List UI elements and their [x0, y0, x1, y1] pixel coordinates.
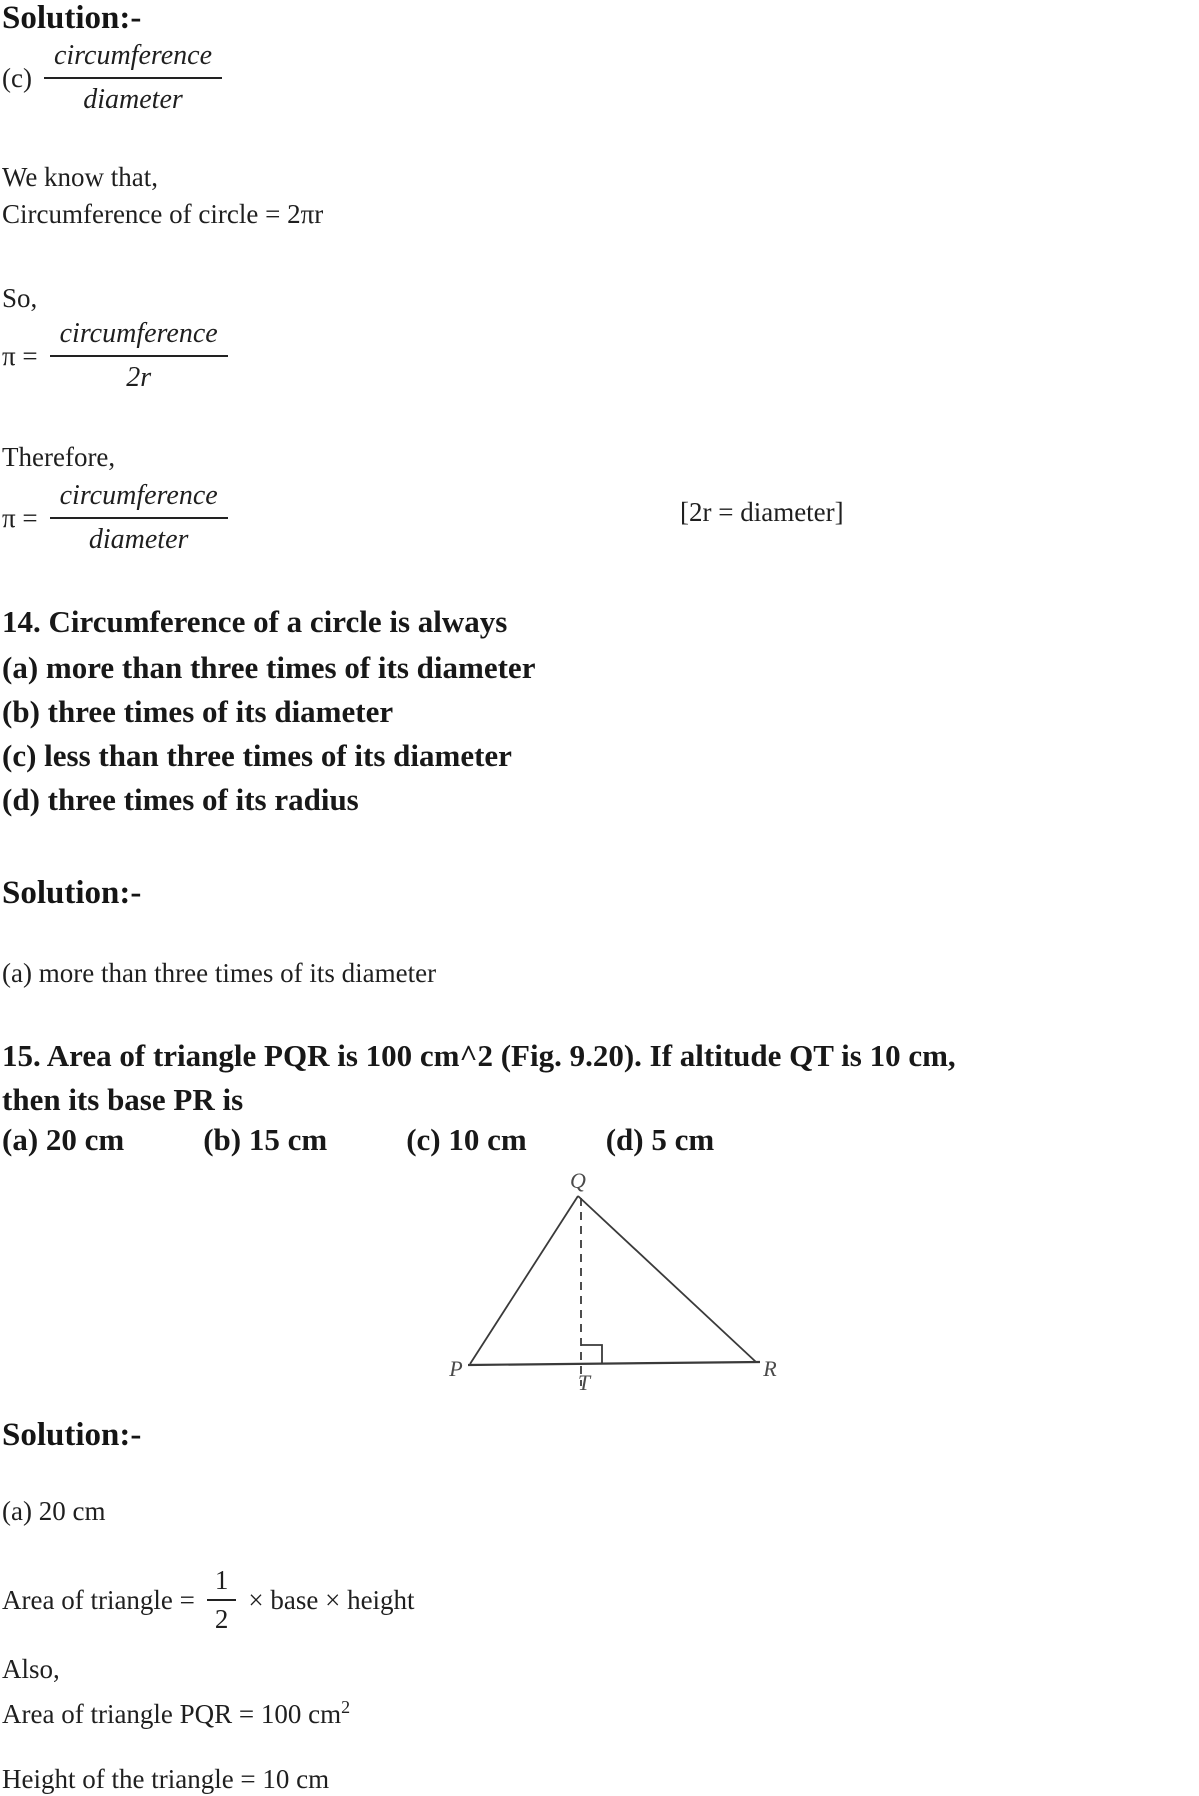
- fraction-one-half: [207, 1565, 237, 1635]
- side-pq: [470, 1196, 578, 1364]
- question-14-option-c: (c) less than three times of its diameter: [2, 738, 512, 773]
- fraction-numerator: circumference: [50, 478, 228, 519]
- therefore-text: Therefore,: [2, 442, 116, 472]
- triangle-figure: [430, 1160, 810, 1395]
- question-14-options: [2, 646, 535, 822]
- area-pqr-superscript: 2: [341, 1697, 351, 1717]
- solution-14-answer: (a) more than three times of its diameter: [2, 958, 437, 988]
- question-15-title-line2: then its base PR is: [2, 1082, 244, 1117]
- solution-15-answer: (a) 20 cm: [2, 1496, 106, 1526]
- fraction-circumference-diameter: [50, 478, 228, 558]
- vertex-label-q: Q: [570, 1168, 586, 1193]
- question-15-option-b: (b) 15 cm: [203, 1122, 328, 1157]
- area-pqr-text: Area of triangle PQR = 100 cm: [2, 1699, 342, 1729]
- area-formula-prefix: Area of triangle =: [2, 1584, 195, 1615]
- fraction-denominator: diameter: [88, 524, 189, 555]
- question-14-option-b: (b) three times of its diameter: [2, 694, 394, 729]
- question-15-title-line1: 15. Area of triangle PQR is 100 cm^2 (Fig. 9.20). If altitude QT is 10 cm,: [2, 1038, 956, 1073]
- fraction-numerator: 1: [207, 1565, 237, 1601]
- vertex-label-p: P: [449, 1356, 463, 1381]
- question-15-option-a: (a) 20 cm: [2, 1122, 125, 1157]
- question-15-option-d: (d) 5 cm: [605, 1122, 715, 1157]
- side-qr: [578, 1196, 756, 1362]
- question-14-option-a: (a) more than three times of its diameter: [2, 650, 536, 685]
- foot-label-t: T: [577, 1370, 591, 1395]
- area-formula-suffix: × base × height: [248, 1584, 415, 1615]
- pi-equals-label: π =: [2, 340, 38, 371]
- question-14-option-d: (d) three times of its radius: [2, 782, 359, 817]
- vertex-label-r: R: [763, 1356, 777, 1381]
- solution-14-heading: Solution:-: [2, 875, 142, 911]
- we-know-text: We know that,: [2, 162, 159, 192]
- fraction-denominator: 2: [214, 1604, 229, 1634]
- right-angle-mark: [581, 1345, 602, 1363]
- height-line: Height of the triangle = 10 cm: [2, 1764, 330, 1794]
- solution-13-heading: Solution:-: [2, 0, 142, 36]
- pi-equals-circ-2r: [2, 316, 228, 396]
- so-text: So,: [2, 283, 38, 313]
- also-text: Also,: [2, 1654, 60, 1684]
- fraction-denominator: diameter: [83, 84, 183, 115]
- answer-c-formula: [2, 38, 222, 118]
- fraction-numerator: circumference: [44, 38, 222, 79]
- question-14-title: 14. Circumference of a circle is always: [2, 604, 508, 639]
- question-15-option-c: (c) 10 cm: [406, 1122, 527, 1157]
- circumference-formula-text: Circumference of circle = 2πr: [2, 199, 324, 229]
- solution-15-heading: Solution:-: [2, 1417, 142, 1453]
- area-pqr-line: [2, 1690, 350, 1731]
- fraction-denominator: 2r: [126, 362, 152, 393]
- answer-c-label: (c): [2, 63, 32, 93]
- question-15-options: [2, 1122, 714, 1158]
- area-formula-row: [2, 1558, 415, 1642]
- bracket-note-2r-diameter: [2r = diameter]: [680, 497, 844, 527]
- fraction-numerator: circumference: [50, 316, 228, 357]
- fraction-circumference-2r: [50, 316, 228, 396]
- base-pr: [468, 1362, 760, 1365]
- pi-equals-circ-diameter: [2, 478, 228, 558]
- pi-equals-label: π =: [2, 502, 38, 533]
- fraction-circumference-diameter: [44, 38, 222, 118]
